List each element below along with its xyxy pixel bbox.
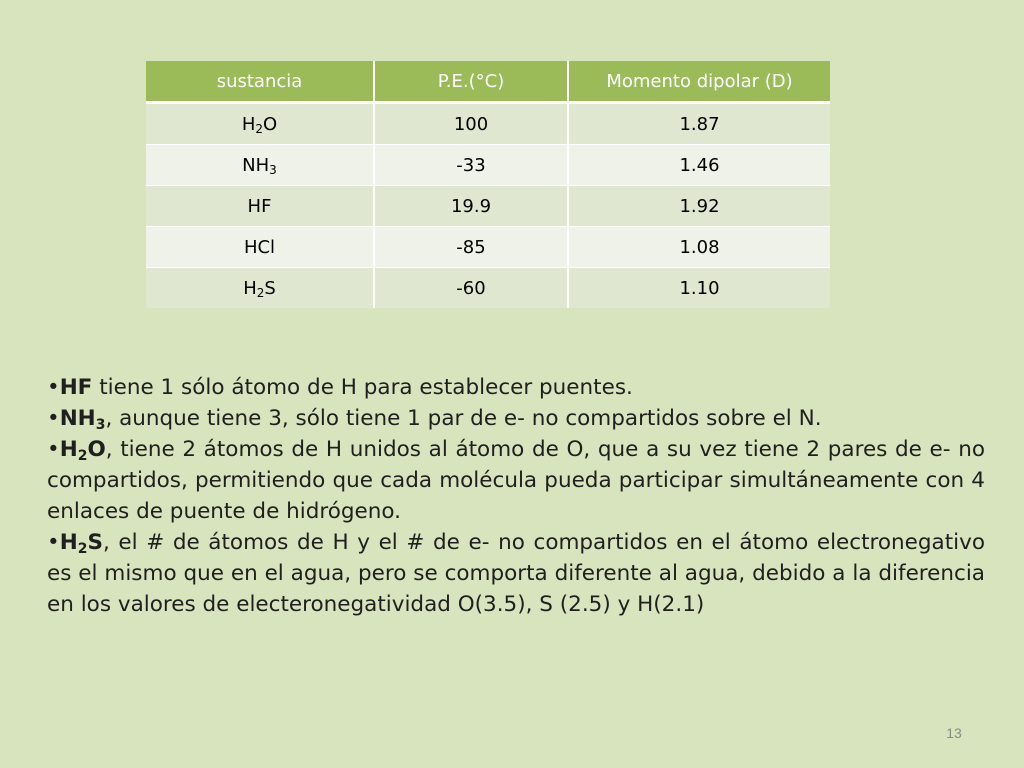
term-subscript: 3 [95, 417, 106, 433]
bullet-term [60, 406, 106, 431]
term-main: NH [59, 406, 96, 431]
data-table-container [146, 61, 830, 308]
table-row [146, 103, 830, 145]
bullet-term [60, 530, 103, 555]
dipole-cell: 1.08 [568, 227, 830, 268]
formula-tail: S [264, 277, 276, 299]
term-subscript: 2 [77, 541, 88, 557]
substance-table [146, 61, 830, 308]
substance-cell [146, 268, 374, 309]
column-header-boiling-point: P.E.(°C) [374, 61, 568, 103]
substance-cell [146, 145, 374, 186]
boiling-point-cell: -85 [374, 227, 568, 268]
boiling-point-cell: 19.9 [374, 186, 568, 227]
formula-main: HCl [243, 236, 276, 258]
boiling-point-cell: -60 [374, 268, 568, 309]
table-row [146, 145, 830, 186]
bullet-term [60, 437, 106, 462]
bullet-marker: • [47, 437, 60, 462]
bullet-paragraph-h2s [47, 527, 985, 620]
boiling-point-cell: 100 [374, 103, 568, 145]
column-header-sustancia: sustancia [146, 61, 374, 103]
formula-tail: O [263, 113, 278, 135]
term-main: H [59, 437, 78, 462]
term-main: HF [59, 375, 93, 400]
formula-subscript: 3 [269, 162, 277, 177]
boiling-point-cell: -33 [374, 145, 568, 186]
formula-subscript: 2 [255, 121, 263, 136]
bullet-paragraph-hf [47, 372, 985, 403]
formula-main: H [243, 277, 257, 299]
bullet-text: , el # de átomos de H y el # de e- no compartidos en el átomo electronegativo es el mismo que en el agua, pero se comporta diferente al agua, debido a la diferencia en los valores de electeronegatividad O(3.5), S (2.5) y H(2.1) [47, 530, 985, 617]
substance-cell [146, 227, 374, 268]
formula-subscript: 2 [256, 285, 265, 300]
table-row [146, 268, 830, 309]
term-main: H [59, 530, 78, 555]
bullet-text: , tiene 2 átomos de H unidos al átomo de O, que a su vez tiene 2 pares de e- no compartidos, permitiendo que cada molécula pueda participar simultáneamente con 4 enlaces de puente de hidrógeno. [47, 437, 985, 524]
bullet-paragraph-nh3 [47, 403, 985, 434]
table-header-row [146, 61, 830, 103]
dipole-cell: 1.87 [568, 103, 830, 145]
term-tail: S [87, 530, 103, 555]
substance-cell [146, 103, 374, 145]
dipole-cell: 1.46 [568, 145, 830, 186]
column-header-dipole-moment: Momento dipolar (D) [568, 61, 830, 103]
bullet-text: , aunque tiene 3, sólo tiene 1 par de e- no compartidos sobre el N. [105, 406, 822, 431]
bullet-marker: • [47, 530, 60, 555]
table-row [146, 186, 830, 227]
explanation-text [47, 372, 985, 620]
bullet-marker: • [47, 406, 60, 431]
formula-main: NH [242, 154, 270, 176]
term-tail: O [87, 437, 106, 462]
dipole-cell: 1.92 [568, 186, 830, 227]
formula-main: H [241, 113, 256, 135]
slide-page-number: 13 [946, 725, 962, 741]
formula-main: HF [247, 195, 272, 217]
bullet-text: tiene 1 sólo átomo de H para establecer puentes. [92, 375, 633, 400]
table-row [146, 227, 830, 268]
bullet-term [60, 375, 93, 400]
bullet-paragraph-h2o [47, 434, 985, 527]
term-subscript: 2 [77, 448, 88, 464]
dipole-cell: 1.10 [568, 268, 830, 309]
bullet-marker: • [47, 375, 60, 400]
substance-cell [146, 186, 374, 227]
